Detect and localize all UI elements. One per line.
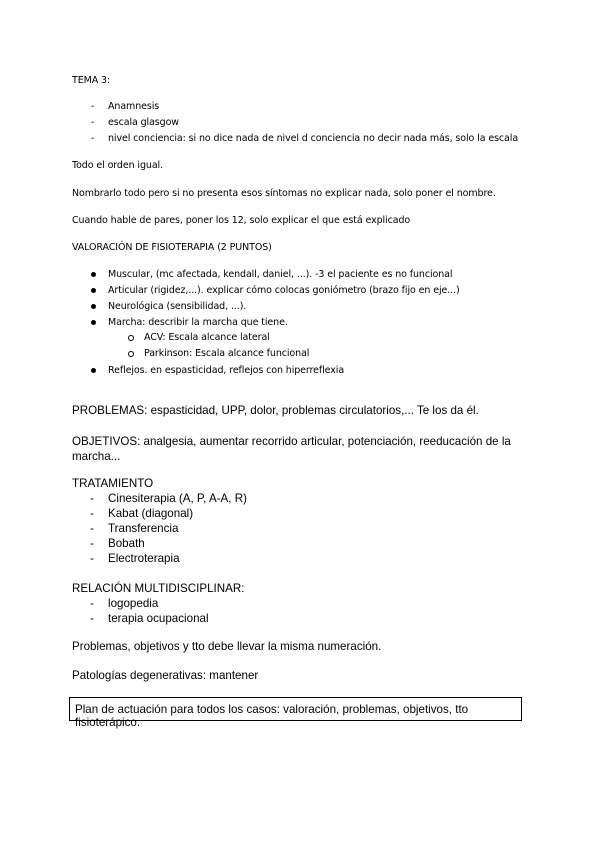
dash-bullet: - <box>91 133 95 144</box>
dash-bullet: - <box>90 507 94 520</box>
paragraph: Todo el orden igual. <box>72 160 164 171</box>
section-heading-relacion: RELACIÓN MULTIDISCIPLINAR: <box>72 582 245 595</box>
section-heading-tratamiento: TRATAMIENTO <box>72 477 154 490</box>
list-item: Bobath <box>108 537 145 550</box>
list-item: Articular (rigidez,...). explicar cómo colocas goniómetro (brazo fijo en eje...) <box>108 285 460 296</box>
list-item: Cinesiterapia (A, P, A-A, R) <box>108 492 247 505</box>
dash-bullet: - <box>90 612 94 625</box>
paragraph: Problemas, objetivos y tto debe llevar la misma numeración. <box>72 640 382 653</box>
list-item: Marcha: describir la marcha que tiene. <box>108 317 288 328</box>
list-item: nivel conciencia: si no dice nada de nivel d conciencia no decir nada más, solo la escala <box>108 133 519 144</box>
dash-bullet: - <box>91 117 95 128</box>
list-item: Neurológica (sensibilidad, ...). <box>108 301 247 312</box>
bullet-circle <box>128 351 134 357</box>
boxed-note <box>69 697 522 729</box>
section-heading-valoracion: VALORACIÓN DE FISIOTERAPIA (2 PUNTOS) <box>72 242 272 253</box>
list-item: Kabat (diagonal) <box>108 507 194 520</box>
dash-bullet: - <box>90 537 94 550</box>
list-item: Muscular, (mc afectada, kendall, daniel, ...). -3 el paciente es no funcional <box>108 269 453 280</box>
bullet-dot <box>91 368 96 373</box>
paragraph: Cuando hable de pares, poner los 12, solo explicar el que está explicado <box>72 215 411 226</box>
sub-list-item: Parkinson: Escala alcance funcional <box>144 348 310 359</box>
list-item: Anamnesis <box>108 101 160 112</box>
section-title-tema: TEMA 3: <box>72 75 111 86</box>
dash-bullet: - <box>90 522 94 535</box>
bullet-dot <box>91 272 96 277</box>
sub-list-item: ACV: Escala alcance lateral <box>144 332 270 343</box>
paragraph: Nombrarlo todo pero si no presenta esos síntomas no explicar nada, solo poner el nombre. <box>72 188 496 199</box>
dash-bullet: - <box>90 492 94 505</box>
paragraph: Patologías degenerativas: mantener <box>72 669 259 682</box>
list-item: Reflejos. en espasticidad, reflejos con hiperreflexia <box>108 365 345 376</box>
paragraph-objetivos: OBJETIVOS: analgesia, aumentar recorrido articular, potenciación, reeducación de la <box>72 435 511 448</box>
dash-bullet: - <box>90 597 94 610</box>
bullet-dot <box>91 304 96 309</box>
paragraph-objetivos-cont: marcha... <box>72 450 121 463</box>
list-item: escala glasgow <box>108 117 179 128</box>
list-item: terapia ocupacional <box>108 612 209 625</box>
list-item: logopedia <box>108 597 159 610</box>
list-item: Transferencia <box>108 522 179 535</box>
bullet-dot <box>91 320 96 325</box>
bullet-dot <box>91 288 96 293</box>
dash-bullet: - <box>91 101 95 112</box>
paragraph-problemas: PROBLEMAS: espasticidad, UPP, dolor, problemas circulatorios,... Te los da él. <box>72 404 479 417</box>
bullet-circle <box>128 335 134 341</box>
list-item: Electroterapia <box>108 552 180 565</box>
boxed-note-text: Plan de actuación para todos los casos: valoración, problemas, objetivos, tto fisioterápico. <box>75 703 469 729</box>
dash-bullet: - <box>90 552 94 565</box>
